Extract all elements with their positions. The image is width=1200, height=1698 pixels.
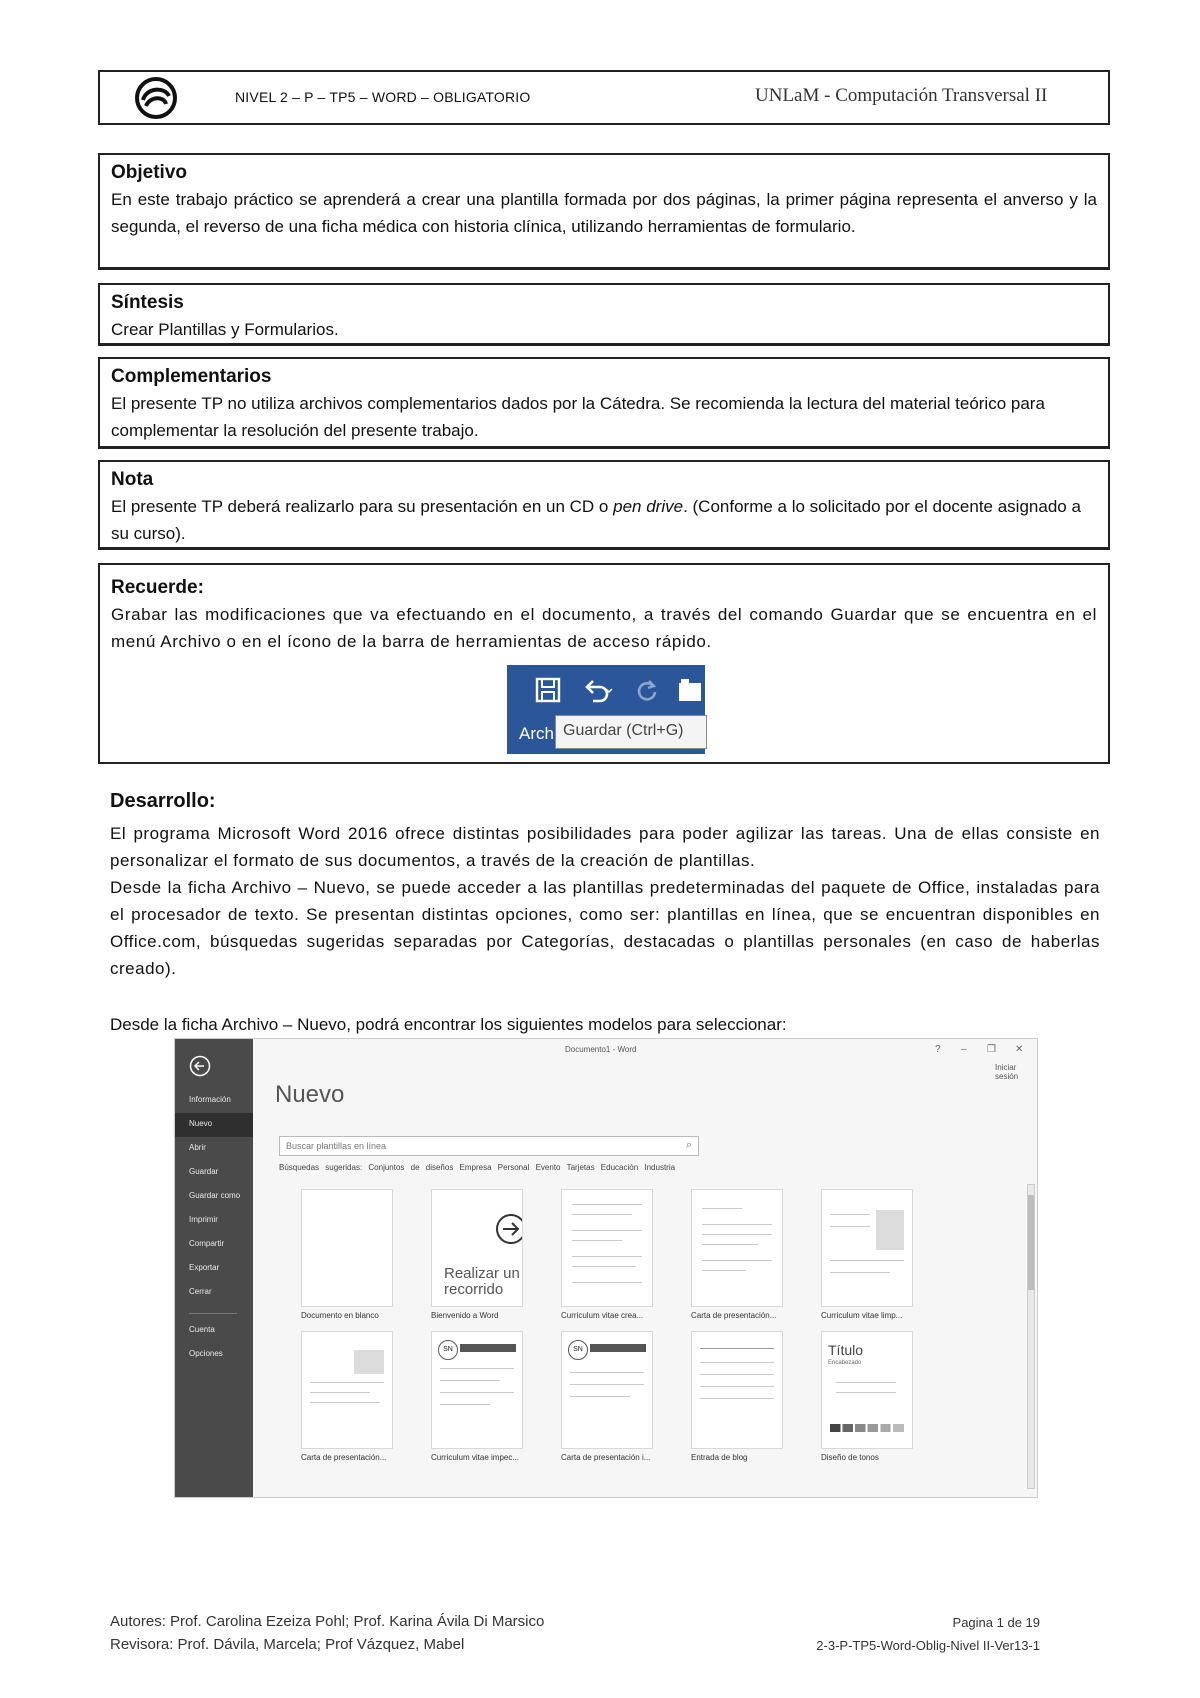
nota-text-italic: pen drive	[613, 497, 684, 516]
close-icon[interactable]: ✕	[1015, 1044, 1024, 1055]
recuerde-title: Recuerde:	[111, 577, 204, 598]
desarrollo-paragraph-2: Desde la ficha Archivo – Nuevo, se puede acceder a las plantillas predeterminadas del paquete de Office, instaladas para el procesador de texto. Se presentan distintas opciones, como ser: plantillas en línea, que se encuentran disponibles en Office.com, búsquedas sugeridas separadas por Categorías, destacadas o plantillas personales (en caso de haberlas creado).	[110, 878, 1100, 978]
tour-text: Realizar un recorrido	[444, 1265, 520, 1298]
page-header	[98, 70, 1110, 125]
search-icon[interactable]: ⌕	[685, 1139, 692, 1151]
template-caption-9: Entrada de blog	[691, 1453, 748, 1462]
template-caption-5: Curriculum vitae limp...	[821, 1311, 903, 1320]
menu-item-compartir[interactable]: Compartir	[189, 1239, 225, 1248]
footer-page-number: Pagina 1 de 19	[952, 1615, 1040, 1630]
new-heading: Nuevo	[275, 1081, 345, 1108]
template-caption-10: Diseño de tonos	[821, 1453, 879, 1462]
desarrollo-paragraph-3: Desde la ficha Archivo – Nuevo, podrá encontrar los siguientes modelos para seleccionar:	[110, 1015, 787, 1034]
template-caption-1: Documento en blanco	[301, 1311, 379, 1320]
backstage-sidebar	[175, 1039, 253, 1498]
quick-access-toolbar	[507, 665, 705, 754]
suggested-categories[interactable]: Búsquedas sugeridas: Conjuntos de diseños Empresa Personal Evento Tarjetas Educación Industria	[279, 1163, 676, 1172]
help-icon[interactable]: ?	[935, 1044, 941, 1055]
template-cover-letter-2[interactable]	[301, 1331, 393, 1449]
template-caption-8: Carta de presentación i...	[561, 1453, 651, 1462]
menu-item-exportar[interactable]: Exportar	[189, 1263, 220, 1272]
sintesis-text: Crear Plantillas y Formularios.	[111, 320, 339, 339]
template-search-input[interactable]	[279, 1136, 699, 1156]
desarrollo-title: Desarrollo:	[110, 790, 216, 812]
menu-item-opciones[interactable]: Opciones	[189, 1349, 223, 1358]
sintesis-title: Síntesis	[111, 292, 184, 313]
nota-title: Nota	[111, 469, 154, 490]
undo-icon[interactable]	[583, 677, 613, 703]
menu-item-imprimir[interactable]: Imprimir	[189, 1215, 218, 1224]
menu-item-informacion[interactable]: Información	[189, 1095, 231, 1104]
unlam-logo-icon	[134, 76, 178, 120]
back-arrow-icon[interactable]	[189, 1055, 211, 1077]
menu-item-guardar-como[interactable]: Guardar como	[189, 1191, 241, 1200]
nota-text-b: . (Conforme a lo solicitado por el docente asignado a su curso).	[111, 497, 1081, 543]
template-tour[interactable]	[431, 1189, 523, 1307]
template-caption-7: Curriculum vitae impec...	[431, 1453, 520, 1462]
menu-item-guardar[interactable]: Guardar	[189, 1167, 219, 1176]
objetivo-title: Objetivo	[111, 162, 188, 183]
menu-divider	[189, 1313, 237, 1314]
template-caption-3: Curriculum vitae crea...	[561, 1311, 644, 1320]
header-course-label: NIVEL 2 – P – TP5 – WORD – OBLIGATORIO	[235, 89, 531, 105]
menu-item-abrir[interactable]: Abrir	[189, 1143, 206, 1152]
objetivo-text: En este trabajo práctico se aprenderá a crear una plantilla formada por dos páginas, la primer página representa el anverso y la segunda, el reverso de una ficha médica con historia clínica, utilizando herramientas de formulario.	[111, 190, 1097, 236]
restore-icon[interactable]: ❐	[987, 1044, 996, 1055]
minimize-icon[interactable]: –	[961, 1044, 967, 1055]
complementarios-title: Complementarios	[111, 366, 272, 387]
save-icon[interactable]	[535, 677, 561, 703]
file-tab-label[interactable]: Arch	[519, 724, 554, 743]
template-blank[interactable]	[301, 1189, 393, 1307]
template-cv-3[interactable]: SN	[431, 1331, 523, 1449]
sintesis-box	[98, 283, 1110, 346]
header-institution: UNLaM - Computación Transversal II	[755, 85, 1048, 106]
templates-scrollbar[interactable]	[1027, 1184, 1035, 1489]
scrollbar-thumb[interactable]	[1028, 1195, 1034, 1290]
nota-box	[98, 460, 1110, 550]
signin-link[interactable]: Iniciar sesión	[995, 1063, 1019, 1081]
menu-item-nuevo[interactable]: Nuevo	[189, 1119, 213, 1128]
menu-active-highlight	[175, 1113, 253, 1137]
word-new-document-screenshot	[174, 1038, 1038, 1498]
sample-subtitle: Encabezado	[828, 1360, 862, 1366]
template-blog-post[interactable]	[691, 1331, 783, 1449]
nota-text-a: El presente TP deberá realizarlo para su presentación en un CD o	[111, 497, 614, 516]
menu-item-cuenta[interactable]: Cuenta	[189, 1325, 215, 1334]
complementarios-text: El presente TP no utiliza archivos complementarios dados por la Cátedra. Se recomienda la lectura del material teórico para complementar la resolución del presente trabajo.	[111, 394, 1045, 440]
footer-document-code: 2-3-P-TP5-Word-Oblig-Nivel II-Ver13-1	[816, 1638, 1040, 1653]
search-placeholder: Buscar plantillas en línea	[286, 1141, 387, 1151]
template-cv-2[interactable]	[821, 1189, 913, 1307]
template-caption-2: Bienvenido a Word	[431, 1311, 499, 1320]
template-cover-letter-3[interactable]: SN	[561, 1331, 653, 1449]
objetivo-box	[98, 153, 1110, 270]
template-cover-letter-1[interactable]	[691, 1189, 783, 1307]
window-title: Documento1 - Word	[565, 1045, 637, 1054]
recuerde-text: Grabar las modificaciones que va efectuando en el documento, a través del comando Guardar que se encuentra en el menú Archivo o en el ícono de la barra de herramientas de acceso rápido.	[111, 605, 1097, 651]
footer-authors: Autores: Prof. Carolina Ezeiza Pohl; Prof. Karina Ávila Di Marsico	[110, 1613, 545, 1630]
nota-text	[111, 493, 1097, 547]
menu-item-cerrar[interactable]: Cerrar	[189, 1287, 212, 1296]
footer-reviewers: Revisora: Prof. Dávila, Marcela; Prof Vázquez, Mabel	[110, 1636, 465, 1653]
save-tooltip: Guardar (Ctrl+G)	[555, 715, 707, 749]
template-cv-1[interactable]	[561, 1189, 653, 1307]
arrow-circle-icon	[494, 1212, 522, 1246]
template-caption-6: Carta de presentación...	[301, 1453, 387, 1462]
template-shades[interactable]	[821, 1331, 913, 1449]
open-folder-icon[interactable]	[677, 677, 703, 703]
desarrollo-paragraph-1: El programa Microsoft Word 2016 ofrece distintas posibilidades para poder agilizar las tareas. Una de ellas consiste en personalizar el formato de sus documentos, a través de la creación de plantillas.	[110, 824, 1100, 870]
complementarios-box	[98, 357, 1110, 449]
sample-title: Título	[828, 1342, 864, 1358]
redo-icon[interactable]	[635, 678, 659, 702]
template-caption-4: Carta de presentación...	[691, 1311, 777, 1320]
